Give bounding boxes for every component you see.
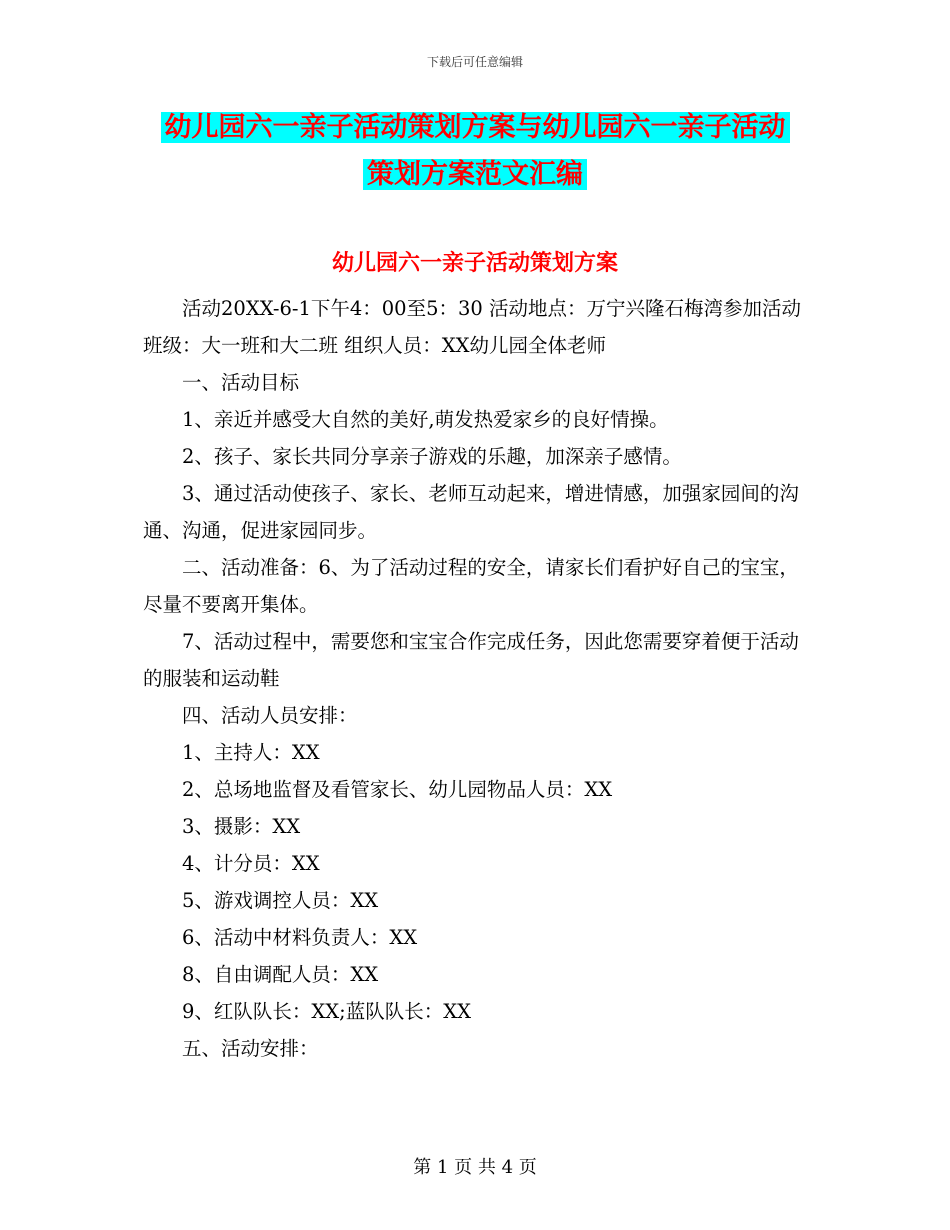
paragraph-activity-info: 活动20XX-6-1下午4：00至5：30 活动地点：万宁兴隆石梅湾参加活动班级：大一班和大二班 组织人员：XX幼儿园全体老师	[143, 297, 802, 357]
paragraph-staff-4: 4、计分员：XX	[182, 852, 320, 875]
document-title-line-1-text: 幼儿园六一亲子活动策划方案与幼儿园六一亲子活动	[161, 112, 790, 143]
document-title-line-2	[0, 153, 950, 197]
paragraph-staff-8: 8、自由调配人员：XX	[182, 963, 379, 986]
paragraph-staff-3: 3、摄影：XX	[182, 815, 301, 838]
paragraph-goal-2: 2、孩子、家长共同分享亲子游戏的乐趣，加深亲子感情。	[182, 445, 682, 468]
document-body	[143, 290, 808, 1067]
paragraph-staff-2: 2、总场地监督及看管家长、幼儿园物品人员：XX	[182, 778, 613, 801]
paragraph-staff-1: 1、主持人：XX	[182, 741, 320, 764]
paragraph-heading-schedule: 五、活动安排：	[182, 1037, 319, 1060]
paragraph-heading-staff: 四、活动人员安排：	[182, 704, 358, 727]
paragraph-goal-1: 1、亲近并感受大自然的美好,萌发热爱家乡的良好情操。	[182, 408, 669, 431]
paragraph-staff-6: 6、活动中材料负责人：XX	[182, 926, 418, 949]
section-title: 幼儿园六一亲子活动策划方案	[331, 251, 618, 276]
paragraph-staff-9: 9、红队队长：XX;蓝队队长：XX	[182, 1000, 472, 1023]
page-footer-page-number: 第 1 页 共 4 页	[413, 1157, 537, 1178]
paragraph-staff-5: 5、游戏调控人员：XX	[182, 889, 379, 912]
paragraph-heading-goals: 一、活动目标	[182, 371, 300, 394]
document-title-line-1	[0, 106, 950, 150]
page-header-note: 下载后可任意编辑	[426, 55, 523, 69]
paragraph-goal-3: 3、通过活动使孩子、家长、老师互动起来，增进情感，加强家园间的沟通、沟通，促进家园同步。	[143, 482, 799, 542]
document-title-line-2-text: 策划方案范文汇编	[363, 159, 587, 190]
paragraph-preparation-7: 7、活动过程中，需要您和宝宝合作完成任务，因此您需要穿着便于活动的服装和运动鞋	[143, 630, 799, 690]
paragraph-preparation: 二、活动准备：6、为了活动过程的安全，请家长们看护好自己的宝宝，尽量不要离开集体。	[143, 556, 799, 616]
